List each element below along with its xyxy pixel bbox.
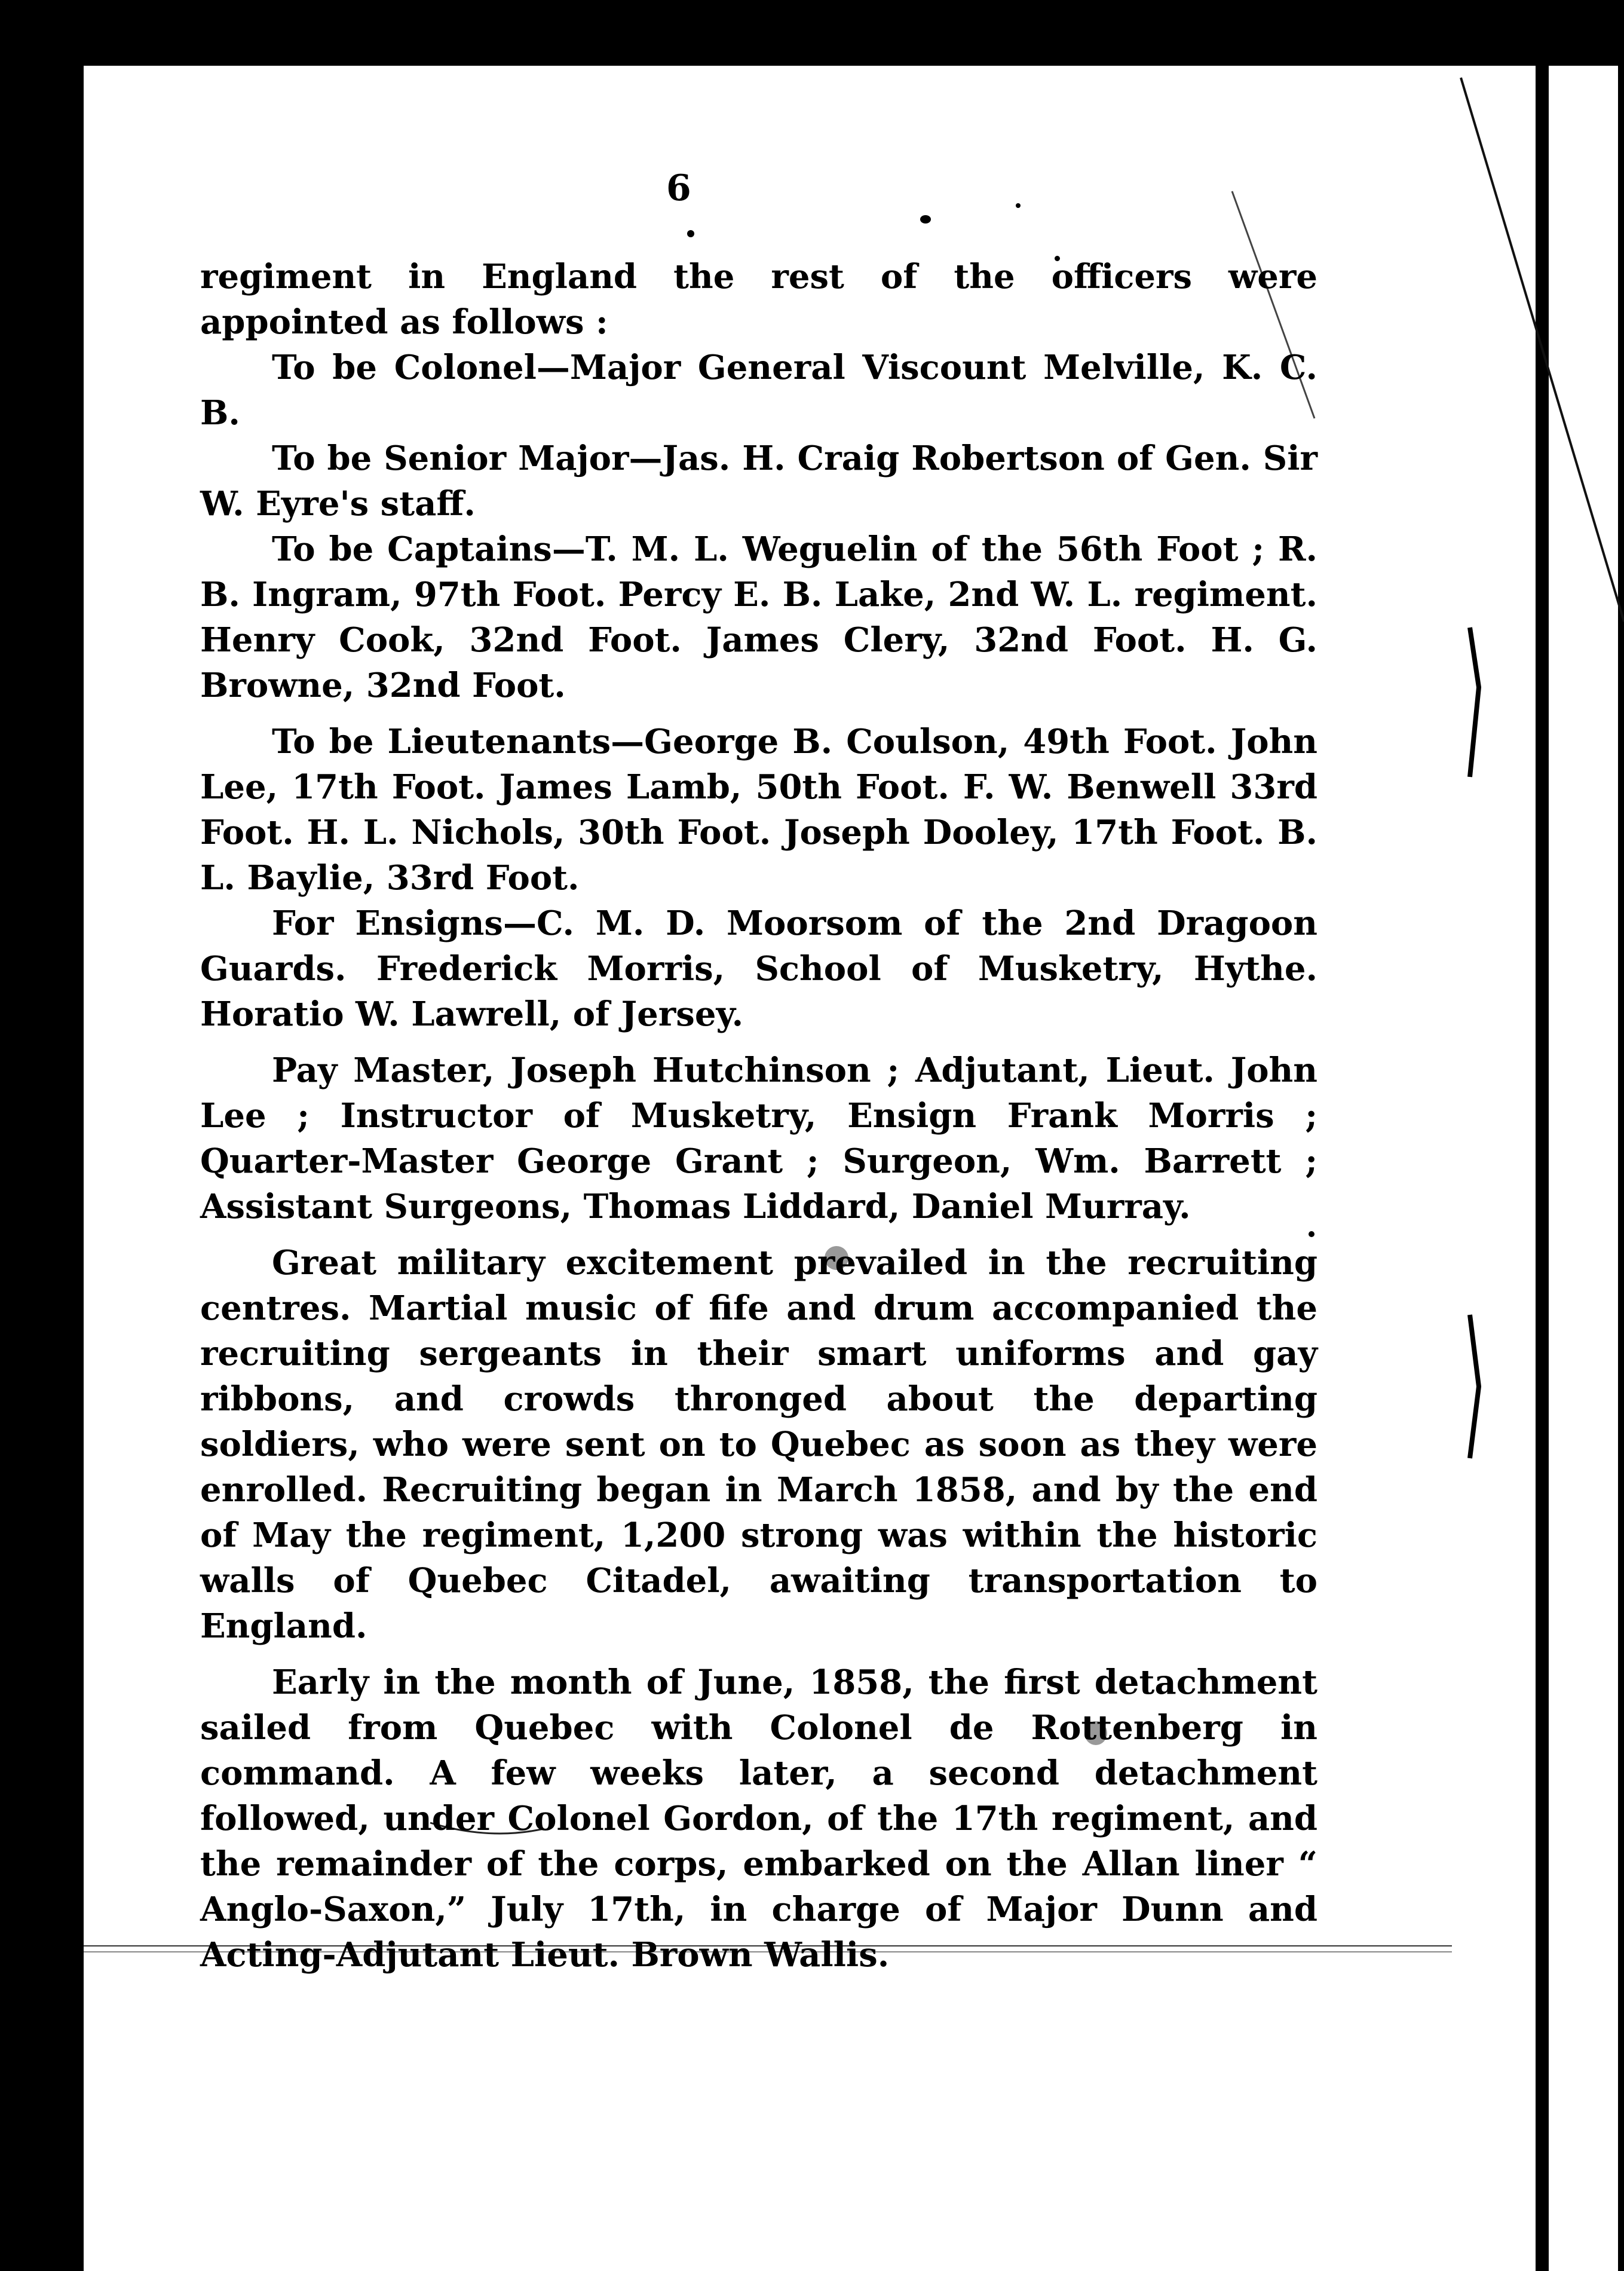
paragraph-ensigns: For Ensigns—C. M. D. Moorsom of the 2nd Dragoon Guards. Frederick Morris, School of Musketry, Hythe. Horatio W. Lawrell, of Jersey.: [200, 904, 1317, 1034]
paragraph-recruiting: Great military excitement prevailed in the recruiting centres. Martial music of fife and drum accompanied the recruiting sergeants in their smart uniforms and gay ribbons, and crowds thronged about the departing soldiers, who were sent on to Quebec as soon as they were enrolled. Recruiting began in March 1858, and by the end of May the regiment, 1,200 strong was within the historic walls of Quebec Citadel, awaiting transportation to England.: [200, 1243, 1317, 1646]
scan-speck: [920, 215, 931, 224]
page-body: [200, 254, 1317, 1978]
page-number: 6: [666, 167, 691, 209]
scan-speck: [1016, 203, 1021, 208]
paragraph-captains: To be Captains—T. M. L. Weguelin of the 56th Foot ; R. B. Ingram, 97th Foot. Percy E. B. Lake, 2nd W. L. regiment. Henry Cook, 32nd Foot. James Clery, 32nd Foot. H. G. Browne, 32nd Foot.: [200, 530, 1317, 705]
paragraph-continued: regiment in England the rest of the officers were appointed as follows :: [200, 257, 1317, 342]
paragraph-staff: Pay Master, Joseph Hutchinson ; Adjutant, Lieut. John Lee ; Instructor of Musketry, Ensign Frank Morris ; Quarter-Master George Grant ; Surgeon, Wm. Barrett ; Assistant Surgeons, Thomas Liddard, Daniel Murray.: [200, 1051, 1317, 1226]
paragraph-departure: Early in the month of June, 1858, the first detachment sailed from Quebec with Colonel de Rottenberg in command. A few weeks later, a second detachment followed, under Colonel Gordon, of the 17th regiment, and the remainder of the corps, embarked on the Allan liner “ Anglo-Saxon,” July 17th, in charge of Major Dunn and Acting-Adjutant Lieut. Brown Wallis.: [200, 1663, 1317, 1975]
paragraph-colonel: To be Colonel—Major General Viscount Melville, K. C. B.: [200, 348, 1317, 433]
paragraph-senior-major: To be Senior Major—Jas. H. Craig Robertson of Gen. Sir W. Eyre's staff.: [200, 439, 1317, 524]
paragraph-lieutenants: To be Lieutenants—George B. Coulson, 49th Foot. John Lee, 17th Foot. James Lamb, 50th Foot. F. W. Benwell 33rd Foot. H. L. Nichols, 30th Foot. Joseph Dooley, 17th Foot. B. L. Baylie, 33rd Foot.: [200, 722, 1317, 898]
scan-speck: [687, 230, 694, 237]
